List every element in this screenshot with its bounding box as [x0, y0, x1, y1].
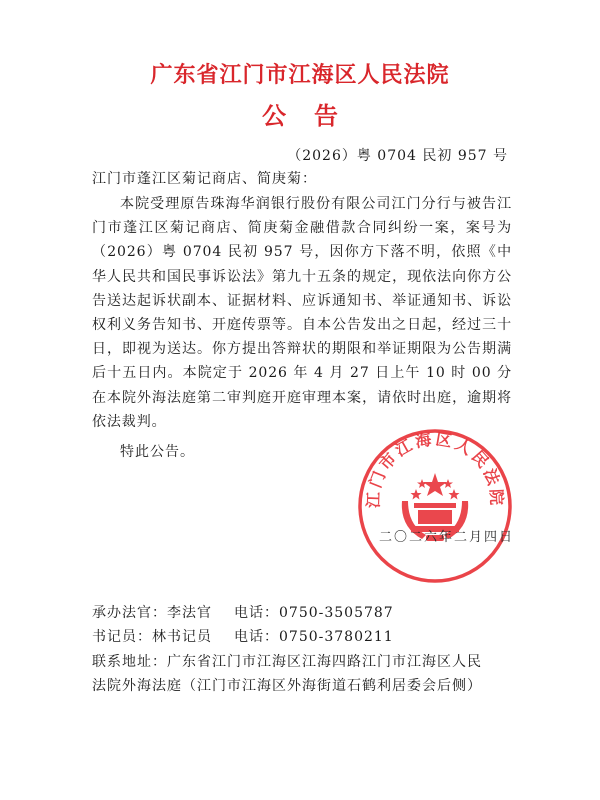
issue-date: 二〇二六年二月四日 — [378, 530, 514, 545]
address-label: 联系地址： — [92, 654, 167, 670]
contact-clerk — [92, 625, 522, 649]
clerk-label: 书记员： — [92, 629, 152, 645]
judge-phone-label: 电话： — [234, 605, 279, 621]
closing-line: 特此公告。 — [120, 444, 195, 460]
announcement-body: 本院受理原告珠海华润银行股份有限公司江门分行与被告江门市蓬江区菊记商店、简庚菊金融借款合同纠纷一案，案号为（2026）粤 0704 民初 957 号，因你方下落不明，依照《中华人民共和国民事诉讼法》第九十五条的规定，现依法向你方公告送达起诉状副本、证据材料、应诉通知书、举证通知书、诉讼权利义务告知书、开庭传票等。自本公告发出之日起，经过三十日，即视为送达。你方提出答辩状的期限和举证期限为公告期满后十五日内。本院定于 2026 年 4 月 27 日上午 10 时 00 分在本院外海法庭第二审判庭开庭审理本案，请依时出庭，逾期将依法裁判。 — [92, 196, 512, 430]
case-number: （2026）粤 0704 民初 957 号 — [287, 148, 508, 164]
seal-text: 江门市江海区人民法院 — [363, 429, 507, 509]
addressee: 江门市蓬江区菊记商店、简庚菊： — [92, 171, 317, 187]
court-name: 广东省江门市江海区人民法院 — [150, 63, 450, 88]
address-line-2: 法院外海法庭（江门市江海区外海街道石鹤利居委会后侧） — [92, 678, 482, 694]
clerk-phone-label: 电话： — [234, 629, 279, 645]
judge-phone: 0750-3505787 — [279, 605, 394, 621]
address-line-1 — [92, 650, 522, 674]
clerk-phone: 0750-3780211 — [279, 629, 394, 645]
judge-label: 承办法官： — [92, 605, 167, 621]
address-line-1-text: 广东省江门市江海区江海四路江门市江海区人民 — [167, 654, 482, 670]
clerk-name: 林书记员 — [152, 629, 212, 645]
judge-name: 李法官 — [167, 605, 212, 621]
document-title: 公告 — [262, 102, 366, 130]
contact-address — [92, 650, 522, 698]
contact-judge — [92, 601, 522, 625]
court-seal-icon — [356, 427, 514, 585]
